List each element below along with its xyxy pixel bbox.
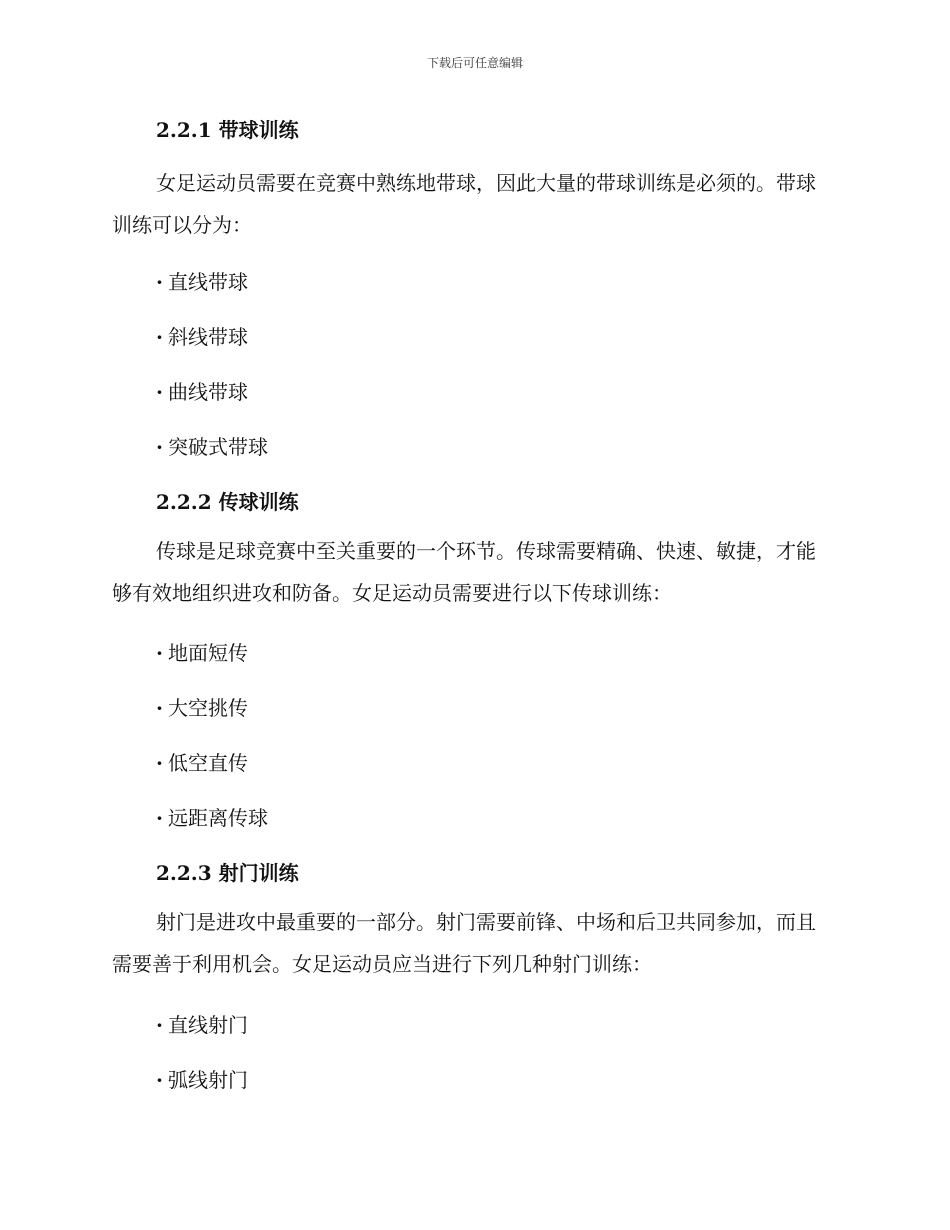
bullet-icon: · (156, 751, 163, 775)
bullet-icon: · (156, 380, 163, 404)
bullet-icon: · (156, 1013, 163, 1037)
list-item-label: 弧线射门 (168, 1068, 248, 1092)
list-item (156, 321, 248, 350)
list-item (156, 1064, 248, 1093)
list-item (156, 637, 248, 666)
page-header: 下载后可任意编辑 (426, 56, 523, 70)
list-item-label: 曲线带球 (168, 380, 248, 404)
section-heading: 2.2.2 传球训练 (156, 490, 299, 514)
bullet-icon: · (156, 435, 163, 459)
section-paragraph: 女足运动员需要在竞赛中熟练地带球，因此大量的带球训练是必须的。带球训练可以分为： (112, 171, 816, 237)
list-item-label: 突破式带球 (168, 435, 268, 459)
bullet-icon: · (156, 325, 163, 349)
list-item (156, 266, 248, 295)
bullet-icon: · (156, 806, 163, 830)
section-heading: 2.2.1 带球训练 (156, 118, 299, 142)
bullet-icon: · (156, 270, 163, 294)
section-heading: 2.2.3 射门训练 (156, 861, 299, 885)
list-item (156, 431, 268, 460)
list-item (156, 692, 248, 721)
list-item-label: 斜线带球 (168, 325, 248, 349)
section-paragraph: 射门是进攻中最重要的一部分。射门需要前锋、中场和后卫共同参加，而且需要善于利用机会。女足运动员应当进行下列几种射门训练： (112, 910, 816, 976)
list-item (156, 802, 268, 831)
list-item-label: 地面短传 (168, 641, 248, 665)
bullet-icon: · (156, 696, 163, 720)
section-paragraph: 传球是足球竞赛中至关重要的一个环节。传球需要精确、快速、敏捷，才能够有效地组织进攻和防备。女足运动员需要进行以下传球训练： (112, 539, 816, 605)
list-item (156, 1009, 248, 1038)
bullet-icon: · (156, 641, 163, 665)
list-item (156, 747, 248, 776)
bullet-icon: · (156, 1068, 163, 1092)
list-item-label: 直线带球 (168, 270, 248, 294)
list-item-label: 大空挑传 (168, 696, 248, 720)
list-item-label: 直线射门 (168, 1013, 248, 1037)
list-item (156, 376, 248, 405)
list-item-label: 远距离传球 (168, 806, 268, 830)
list-item-label: 低空直传 (168, 751, 248, 775)
